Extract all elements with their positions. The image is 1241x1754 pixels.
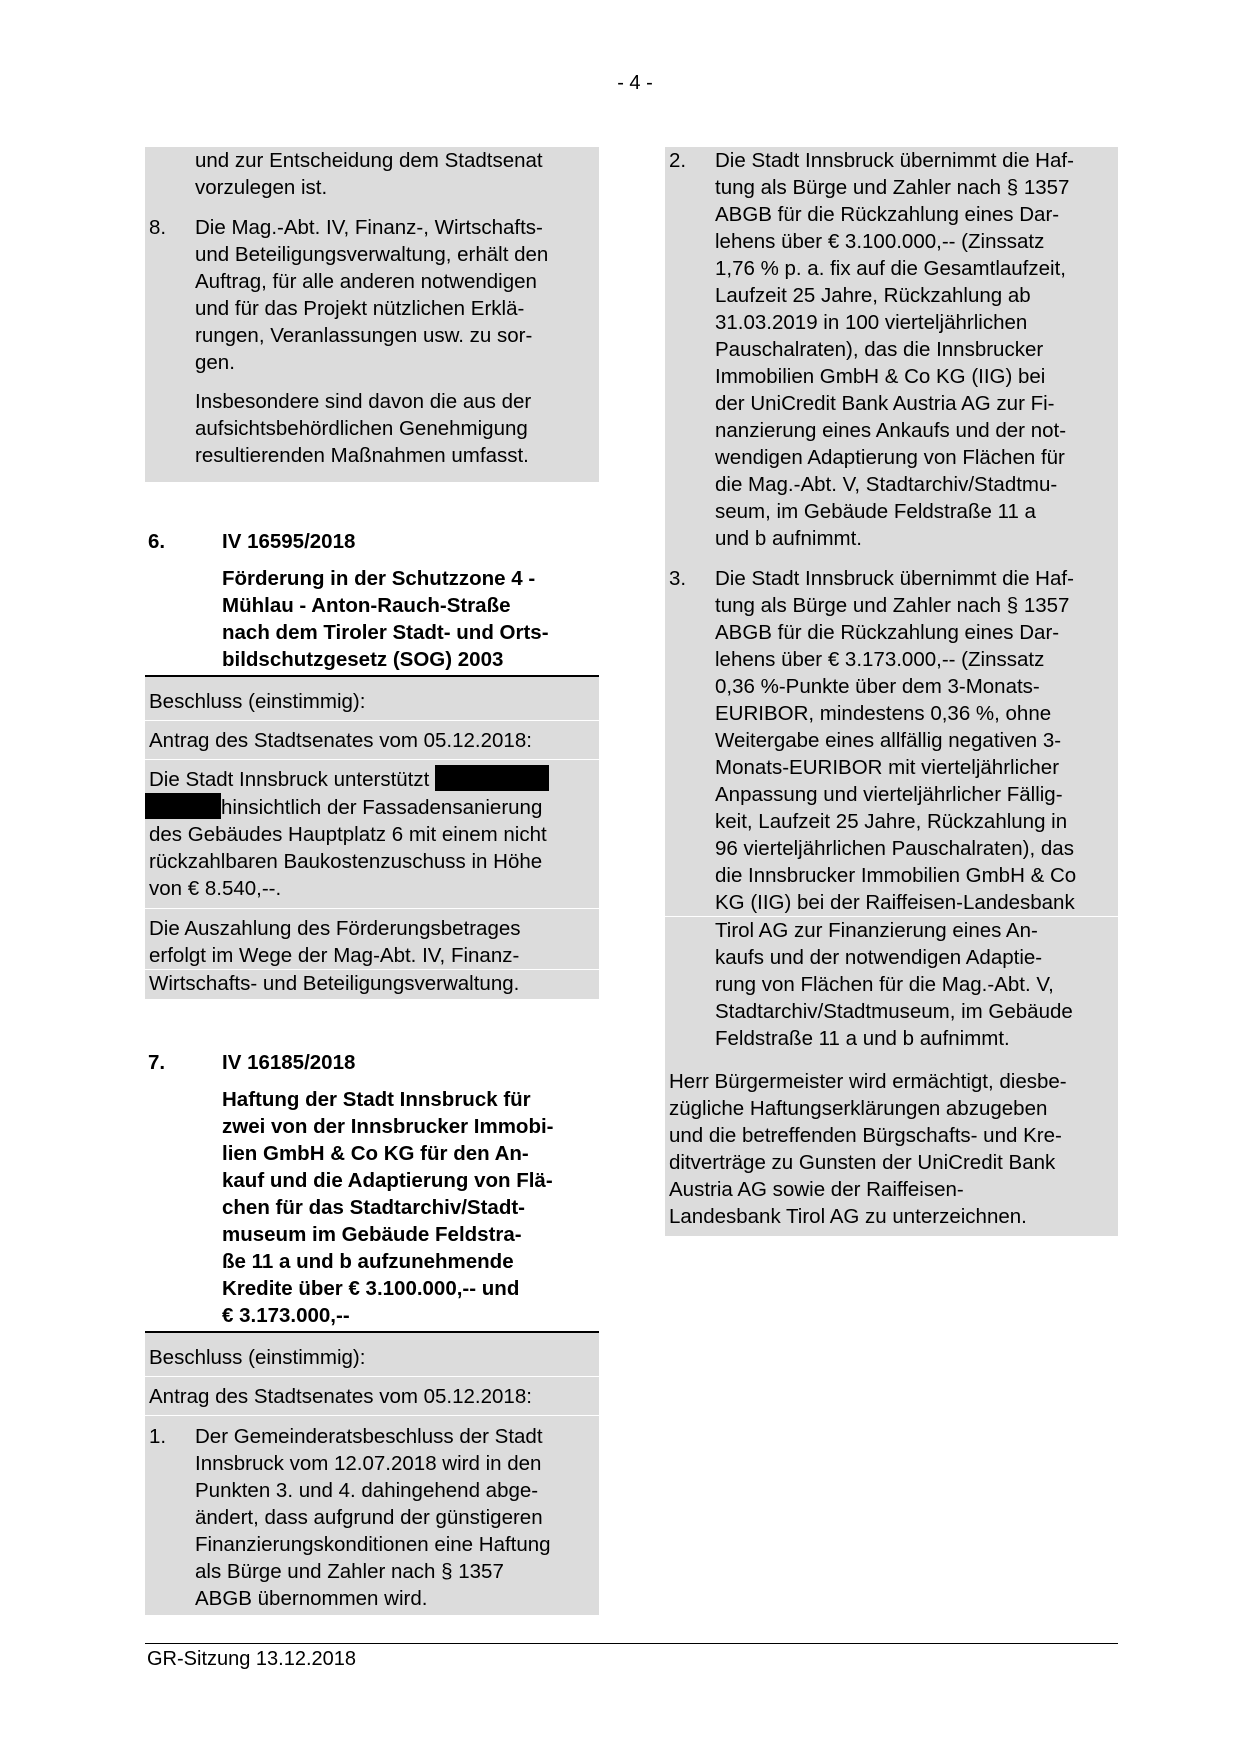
item-line: lehens über € 3.100.000,-- (Zinssatz	[715, 230, 1045, 253]
item-line: und b aufnimmt.	[715, 527, 862, 550]
item-line: keit, Laufzeit 25 Jahre, Rückzahlung in	[715, 810, 1068, 833]
text-line: erfolgt im Wege der Mag-Abt. IV, Finanz-	[149, 944, 520, 967]
continuation-line: und zur Entscheidung dem Stadtsenat	[195, 149, 543, 172]
item-line: Die Mag.-Abt. IV, Finanz-, Wirtschafts-	[195, 216, 543, 239]
footer-session: GR-Sitzung 13.12.2018	[147, 1648, 357, 1670]
item-line: nanzierung eines Ankaufs und der not-	[715, 419, 1067, 442]
item-line: aufsichtsbehördlichen Genehmigung	[195, 417, 528, 440]
item-line: der UniCredit Bank Austria AG zur Fi-	[715, 392, 1055, 415]
section-reference: IV 16595/2018	[222, 530, 356, 553]
item-line: Punkten 3. und 4. dahingehend abge-	[195, 1479, 539, 1502]
item-line: als Bürge und Zahler nach § 1357	[195, 1560, 504, 1583]
item-line: Anpassung und vierteljährlicher Fällig-	[715, 783, 1063, 806]
item7-continuation	[145, 147, 599, 204]
title-line: nach dem Tiroler Stadt- und Orts-	[222, 621, 549, 644]
title-line: bildschutzgesetz (SOG) 2003	[222, 648, 504, 671]
item-line: resultierenden Maßnahmen umfasst.	[195, 444, 529, 467]
continuation-line: vorzulegen ist.	[195, 176, 328, 199]
item-number: 3.	[669, 567, 687, 590]
title-line: Mühlau - Anton-Rauch-Straße	[222, 594, 511, 617]
item-line: 96 vierteljährlichen Pauschalraten), das	[715, 837, 1074, 860]
item-line: die Mag.-Abt. V, Stadtarchiv/Stadtmu-	[715, 473, 1058, 496]
section-7	[145, 1049, 599, 1615]
item-line: kaufs und der notwendigen Adaptie-	[715, 946, 1043, 969]
item-line: tung als Bürge und Zahler nach § 1357	[715, 176, 1070, 199]
item3	[665, 565, 1118, 916]
item-line: Pauschalraten), das die Innsbrucker	[715, 338, 1044, 361]
item-line: Die Stadt Innsbruck übernimmt die Haf-	[715, 567, 1074, 590]
footer-divider	[145, 1643, 1118, 1644]
item8	[145, 204, 599, 482]
item-line: die Innsbrucker Immobilien GmbH & Co	[715, 864, 1077, 887]
section-number: 6.	[148, 530, 166, 553]
text-line: Herr Bürgermeister wird ermächtigt, diesbe-	[669, 1070, 1067, 1093]
item1	[145, 1415, 599, 1615]
title-line: Haftung der Stadt Innsbruck für	[222, 1088, 531, 1111]
item-line: ABGB übernommen wird.	[195, 1587, 428, 1610]
title-line: kauf und die Adaptierung von Flä-	[222, 1169, 553, 1192]
text-line: Landesbank Tirol AG zu unterzeichnen.	[669, 1205, 1027, 1228]
section-title	[145, 565, 599, 677]
antrag-label: Antrag des Stadtsenates vom 05.12.2018:	[145, 720, 599, 759]
item-line: ändert, dass aufgrund der günstigeren	[195, 1506, 543, 1529]
item-line: lehens über € 3.173.000,-- (Zinssatz	[715, 648, 1045, 671]
item-line: 1,76 % p. a. fix auf die Gesamtlaufzeit,	[715, 257, 1066, 280]
decision-text-cont: hinsichtlich der Fassadensanierung	[221, 796, 543, 819]
item-line: Innsbruck vom 12.07.2018 wird in den	[195, 1452, 542, 1475]
item-line: Die Stadt Innsbruck übernimmt die Haf-	[715, 149, 1074, 172]
section-6	[145, 528, 599, 999]
item-line: Stadtarchiv/Stadtmuseum, im Gebäude	[715, 1000, 1073, 1023]
item-line: rungen, Veranlassungen usw. zu sor-	[195, 324, 533, 347]
item-line: Finanzierungskonditionen eine Haftung	[195, 1533, 551, 1556]
section-reference: IV 16185/2018	[222, 1051, 356, 1074]
text-line: und die betreffenden Bürgschafts- und Kre-	[669, 1124, 1062, 1147]
redaction-box	[435, 765, 549, 791]
item-line: Der Gemeinderatsbeschluss der Stadt	[195, 1425, 543, 1448]
item-line: Monats-EURIBOR mit vierteljährlicher	[715, 756, 1060, 779]
title-line: museum im Gebäude Feldstra-	[222, 1223, 522, 1246]
item-number: 1.	[149, 1425, 167, 1448]
text-line: des Gebäudes Hauptplatz 6 mit einem nicht	[149, 823, 547, 846]
decision-text-start: Die Stadt Innsbruck unterstützt	[149, 768, 430, 791]
item-line: ABGB für die Rückzahlung eines Dar-	[715, 621, 1060, 644]
item-line: und Beteiligungsverwaltung, erhält den	[195, 243, 549, 266]
title-line: zwei von der Innsbrucker Immobi-	[222, 1115, 554, 1138]
redaction-box	[145, 793, 221, 819]
beschluss-label: Beschluss (einstimmig):	[145, 1333, 599, 1376]
authorization-text	[665, 1055, 1118, 1236]
item-line: 0,36 %-Punkte über dem 3-Monats-	[715, 675, 1040, 698]
text-line: Die Auszahlung des Förderungsbetrages	[149, 917, 521, 940]
item-line: seum, im Gebäude Feldstraße 11 a	[715, 500, 1036, 523]
item-line: Insbesondere sind davon die aus der	[195, 390, 532, 413]
title-line: ße 11 a und b aufzunehmende	[222, 1250, 514, 1273]
item-line: wendigen Adaptierung von Flächen für	[715, 446, 1065, 469]
item-line: Auftrag, für alle anderen notwendigen	[195, 270, 537, 293]
item-line: ABGB für die Rückzahlung eines Dar-	[715, 203, 1060, 226]
text-line: ditverträge zu Gunsten der UniCredit Bank	[669, 1151, 1056, 1174]
title-line: chen für das Stadtarchiv/Stadt-	[222, 1196, 526, 1219]
item-line: 31.03.2019 in 100 vierteljährlichen	[715, 311, 1028, 334]
antrag-label: Antrag des Stadtsenates vom 05.12.2018:	[145, 1376, 599, 1415]
item-number: 8.	[149, 216, 167, 239]
item-line: KG (IIG) bei der Raiffeisen-Landesbank	[715, 891, 1075, 914]
item-line: tung als Bürge und Zahler nach § 1357	[715, 594, 1070, 617]
text-line: von € 8.540,--.	[149, 877, 282, 900]
item-line: Immobilien GmbH & Co KG (IIG) bei	[715, 365, 1046, 388]
item-line: rung von Flächen für die Mag.-Abt. V,	[715, 973, 1054, 996]
item-line: und für das Projekt nützlichen Erklä-	[195, 297, 525, 320]
text-line: zügliche Haftungserklärungen abzugeben	[669, 1097, 1048, 1120]
left-column	[145, 147, 599, 1615]
item-number: 2.	[669, 149, 687, 172]
item-line: Feldstraße 11 a und b aufnimmt.	[715, 1027, 1010, 1050]
item2	[665, 147, 1118, 565]
section-title	[145, 1086, 599, 1333]
decision-text	[145, 759, 599, 908]
payment-text	[145, 908, 599, 969]
title-line: Kredite über € 3.100.000,-- und	[222, 1277, 520, 1300]
item-line: Tirol AG zur Finanzierung eines An-	[715, 919, 1038, 942]
item-line: Laufzeit 25 Jahre, Rückzahlung ab	[715, 284, 1031, 307]
item-line: EURIBOR, mindestens 0,36 %, ohne	[715, 702, 1052, 725]
item3-continuation	[665, 916, 1118, 1055]
text-line: rückzahlbaren Baukostenzuschuss in Höhe	[149, 850, 543, 873]
page-number: - 4 -	[617, 72, 653, 94]
section-number: 7.	[148, 1051, 166, 1074]
text-line: Austria AG sowie der Raiffeisen-	[669, 1178, 964, 1201]
text-line: Wirtschafts- und Beteiligungsverwaltung.	[145, 969, 599, 999]
right-column	[665, 147, 1118, 1236]
item-line: gen.	[195, 351, 235, 374]
beschluss-label: Beschluss (einstimmig):	[145, 677, 599, 720]
title-line: Förderung in der Schutzzone 4 -	[222, 567, 536, 590]
title-line: € 3.173.000,--	[222, 1304, 350, 1327]
title-line: lien GmbH & Co KG für den An-	[222, 1142, 529, 1165]
item-line: Weitergabe eines allfällig negativen 3-	[715, 729, 1062, 752]
